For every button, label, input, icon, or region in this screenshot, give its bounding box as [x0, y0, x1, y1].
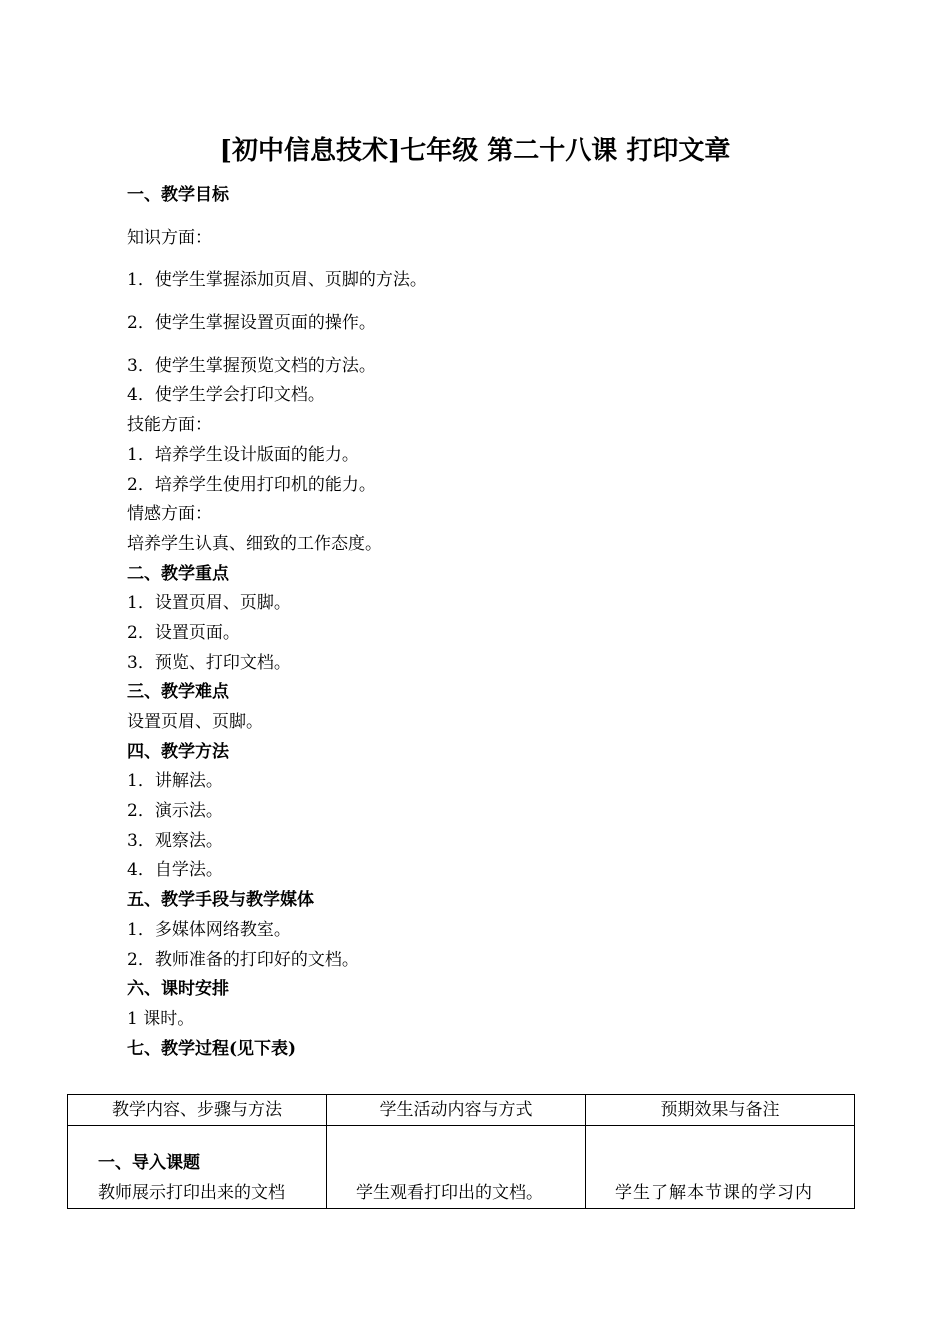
- method-item: 4．自学法。: [127, 860, 223, 881]
- document-title: [初中信息技术]七年级 第二十八课 打印文章: [219, 136, 731, 166]
- media-item: 1．多媒体网络教室。: [127, 919, 291, 940]
- table-cell-expected-effect: [586, 1126, 855, 1209]
- table-header-row: [68, 1095, 855, 1126]
- section-heading-schedule: 六、课时安排: [127, 979, 229, 1000]
- table-header-cell: 教学内容、步骤与方法: [68, 1095, 327, 1126]
- skill-item: 2．培养学生使用打印机的能力。: [127, 474, 376, 495]
- table-cell-text: 学生了解本节课的学习内: [615, 1183, 813, 1203]
- key-point-item: 3．预览、打印文档。: [127, 652, 291, 673]
- document-body: [127, 181, 847, 1064]
- teaching-process-table: [67, 1094, 855, 1209]
- difficulty-text: 设置页眉、页脚。: [127, 712, 263, 732]
- key-point-item: 2．设置页面。: [127, 622, 240, 643]
- table-cell-text: 学生观看打印出的文档。: [356, 1183, 543, 1203]
- section-heading-key-points: 二、教学重点: [127, 563, 229, 584]
- emotion-text: 培养学生认真、细致的工作态度。: [127, 533, 382, 554]
- method-item: 2．演示法。: [127, 801, 223, 822]
- table-row: [68, 1126, 855, 1209]
- emotion-label: 情感方面：: [127, 504, 212, 525]
- method-item: 1．讲解法。: [127, 771, 223, 792]
- section-heading-objectives: 一、教学目标: [127, 185, 229, 205]
- table-cell-content: [68, 1126, 327, 1209]
- knowledge-item: 3．使学生掌握预览文档的方法。: [127, 355, 376, 376]
- knowledge-item: 2．使学生掌握设置页面的操作。: [127, 313, 376, 334]
- key-point-item: 1．设置页眉、页脚。: [127, 593, 291, 614]
- section-heading-methods: 四、教学方法: [127, 741, 229, 762]
- media-item: 2．教师准备的打印好的文档。: [127, 949, 359, 970]
- skill-label: 技能方面：: [127, 415, 212, 436]
- knowledge-item: 4．使学生学会打印文档。: [127, 385, 325, 406]
- table-header-cell: 学生活动内容与方式: [327, 1095, 586, 1126]
- skill-item: 1．培养学生设计版面的能力。: [127, 444, 359, 465]
- knowledge-item: 1．使学生掌握添加页眉、页脚的方法。: [127, 270, 427, 291]
- table-cell-student-activity: [327, 1126, 586, 1209]
- table-header-cell: 预期效果与备注: [586, 1095, 855, 1126]
- section-heading-media: 五、教学手段与教学媒体: [127, 890, 314, 911]
- table-cell-text: 教师展示打印出来的文档: [98, 1183, 285, 1203]
- knowledge-label: 知识方面：: [127, 227, 212, 248]
- table-cell-heading: 一、导入课题: [98, 1153, 200, 1173]
- section-heading-difficulties: 三、教学难点: [127, 682, 229, 703]
- method-item: 3．观察法。: [127, 830, 223, 851]
- hours-text: 1 课时。: [127, 1008, 195, 1029]
- section-heading-process: 七、教学过程(见下表): [127, 1038, 297, 1059]
